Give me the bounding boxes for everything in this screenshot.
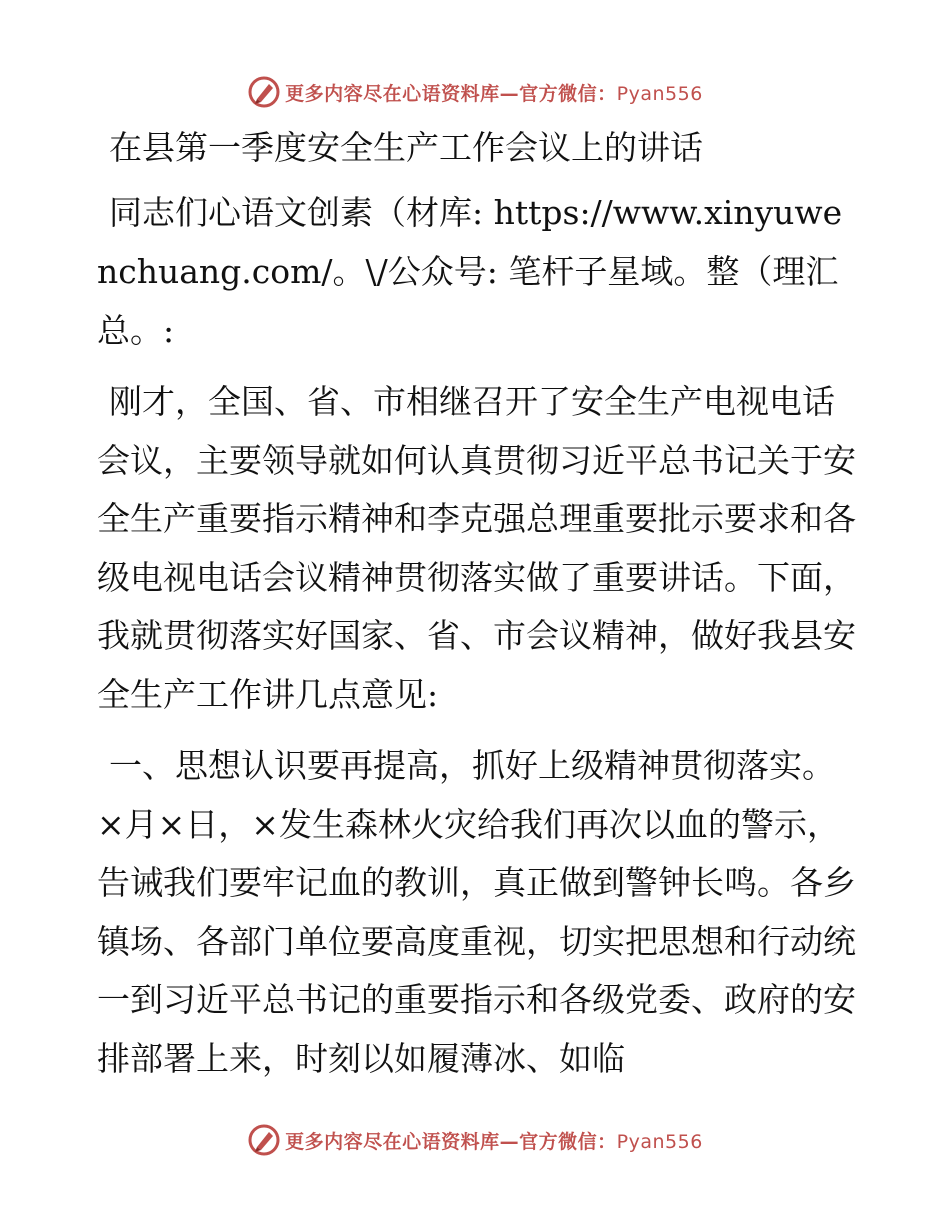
paragraph: 刚才，全国、省、市相继召开了安全生产电视电话会议，主要领导就如何认真贯彻习近平总书记关于安全生产重要指示精神和李克强总理重要批示要求和各级电视电话会议精神贯彻落实做了重要讲话。下面，我就贯彻落实好国家、省、市会议精神，做好我县安全生产工作讲几点意见: (97, 382, 856, 714)
pen-logo-icon (247, 1123, 281, 1157)
paragraph: 同志们心语文创素（材库: https://www.xinyuwenchuang.com/。\/公众号: 笔杆子星域。整（理汇总。: (97, 193, 843, 350)
document-body (97, 125, 857, 1101)
pen-logo-icon (247, 75, 281, 109)
watermark-text: 更多内容尽在心语资料库—官方微信：Pyan556 (285, 1130, 703, 1153)
watermark-footer (0, 1120, 950, 1160)
watermark-header (0, 72, 950, 112)
document-title: 在县第一季度安全生产工作会议上的讲话 (109, 128, 703, 167)
watermark-text: 更多内容尽在心语资料库—官方微信：Pyan556 (285, 82, 703, 105)
paragraph: 一、思想认识要再提高，抓好上级精神贯彻落实。×月×日，×发生森林火灾给我们再次以血的警示，告诫我们要牢记血的教训，真正做到警钟长鸣。各乡镇场、各部门单位要高度重视，切实把思想和行动统一到习近平总书记的重要指示和各级党委、政府的安排部署上来，时刻以如履薄冰、如临 (97, 746, 856, 1078)
